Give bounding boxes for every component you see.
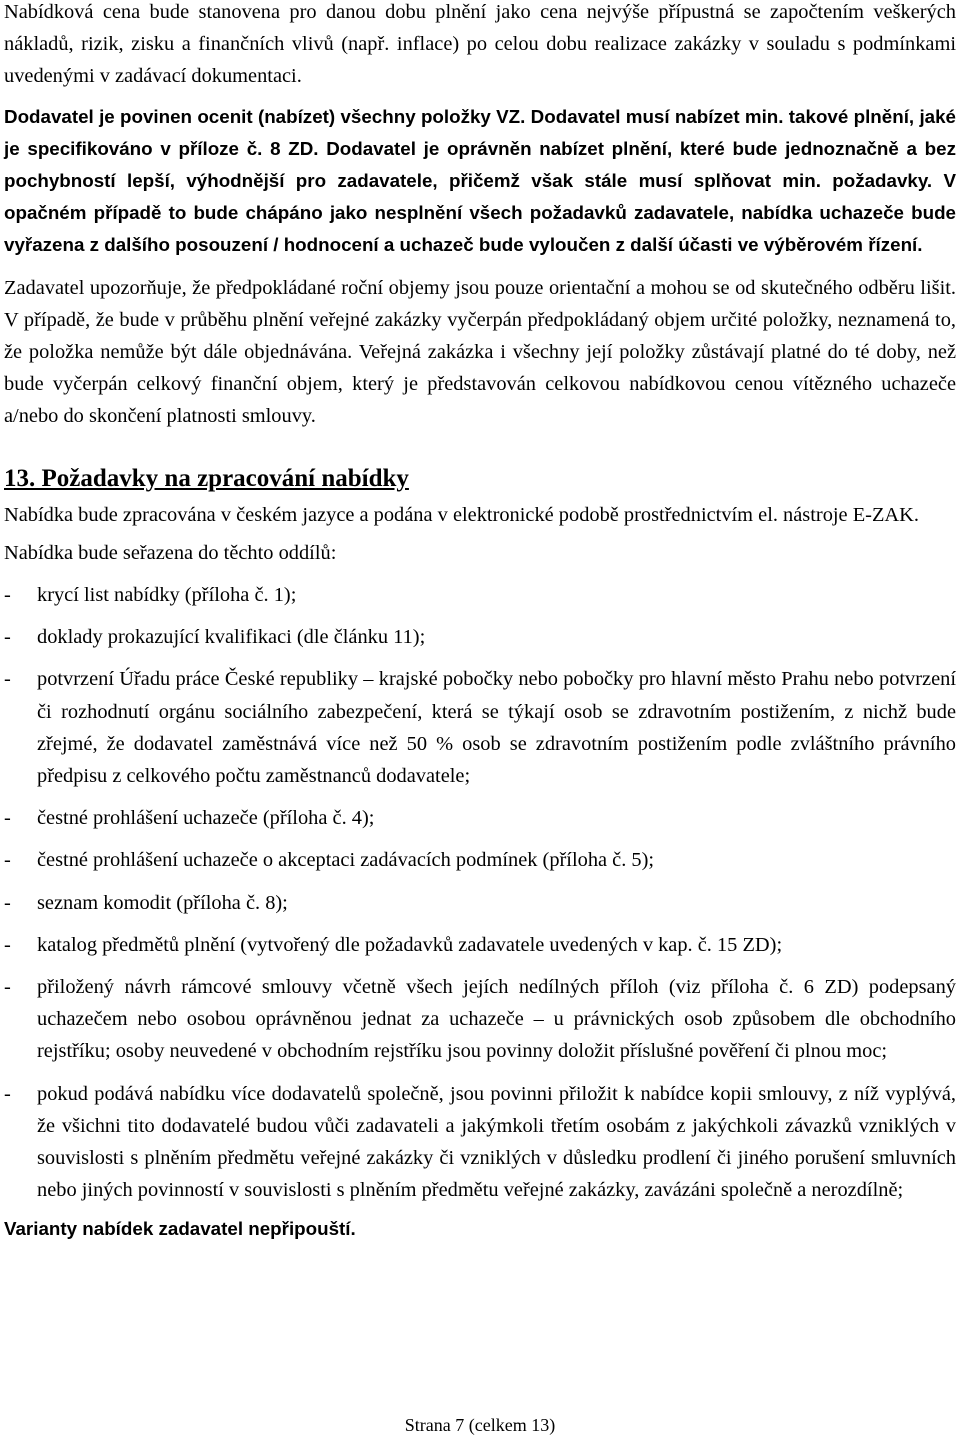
list-dash: - bbox=[4, 807, 11, 830]
document-page bbox=[4, 0, 956, 1243]
order-intro: Nabídka bude seřazena do těchto oddílů: bbox=[4, 541, 337, 564]
list-dash: - bbox=[4, 668, 11, 691]
list-item bbox=[4, 621, 956, 653]
list-item-text: katalog předmětů plnění (vytvořený dle požadavků zadavatele uvedených v kap. č. 15 ZD); bbox=[37, 933, 783, 956]
sections-list bbox=[4, 579, 956, 1206]
list-item bbox=[4, 929, 956, 961]
list-item-text: pokud podává nabídku více dodavatelů společně, jsou povinni přiložit k nabídce kopii smlouvy, z níž vyplývá, že všichni tito dodavatelé budou vůči zadavateli a jakýmkoli třetím osobám z jakýchkoli závazků vzniklých v souvislosti s plněním předmětu veřejné zakázky či vzniklých v důsledku prodlení či jiného porušení smluvních nebo jiných povinností v souvislosti s plněním předmětu veřejné zakázky, zavázáni společně a nerozdílně; bbox=[37, 1082, 956, 1202]
list-item bbox=[4, 971, 956, 1068]
list-dash: - bbox=[4, 849, 11, 872]
list-dash: - bbox=[4, 1082, 11, 1105]
list-item-text: doklady prokazující kvalifikaci (dle článku 11); bbox=[37, 626, 426, 649]
list-item bbox=[4, 887, 956, 919]
list-dash: - bbox=[4, 976, 11, 999]
list-item-text: krycí list nabídky (příloha č. 1); bbox=[37, 584, 297, 607]
list-item-text: přiložený návrh rámcové smlouvy včetně všech jejích nedílných příloh (viz příloha č. 6 ZD) podepsaný uchazečem nebo osobou oprávněnou jednat za uchazeče – u právnických osob způsobem dle obchodního rejstříku; osoby neuvedené v obchodním rejstříku jsou povinny doložit příslušné pověření či plnou moc; bbox=[37, 976, 956, 1063]
list-item-text: čestné prohlášení uchazeče o akceptaci zadávacích podmínek (příloha č. 5); bbox=[37, 849, 655, 872]
obligation-paragraph: Dodavatel je povinen ocenit (nabízet) všechny položky VZ. Dodavatel musí nabízet min. takové plnění, jaké je specifikováno v příloze č. 8 ZD. Dodavatel je oprávněn nabízet plnění, které bude jednoznačně a bez pochybností lepší, výhodnější pro zadavatele, přičemž však stále musí splňovat min. požadavky. V opačném případě to bude chápáno jako nesplnění všech požadavků zadavatele, nabídka uchazeče bude vyřazena z dalšího posouzení / hodnocení a uchazeč bude vyloučen z další účasti ve výběrovém řízení. bbox=[4, 105, 956, 256]
list-dash: - bbox=[4, 891, 11, 914]
list-item-text: seznam komodit (příloha č. 8); bbox=[37, 891, 288, 914]
list-dash: - bbox=[4, 933, 11, 956]
volumes-paragraph: Zadavatel upozorňuje, že předpokládané roční objemy jsou pouze orientační a mohou se od skutečného odběru lišit. V případě, že bude v průběhu plnění veřejné zakázky vyčerpán předpokládaný objem určité položky, neznamená to, že položka nemůže být dále objednávána. Veřejná zakázka i všechny její položky zůstávají platné do té doby, než bude vyčerpán celkový finanční objem, který je představován celkovou nabídkovou cenou vítězného uchazeče a/nebo do skončení platnosti smlouvy. bbox=[4, 276, 956, 428]
list-item bbox=[4, 1078, 956, 1207]
list-item bbox=[4, 663, 956, 792]
list-dash: - bbox=[4, 584, 11, 607]
price-paragraph: Nabídková cena bude stanovena pro danou dobu plnění jako cena nejvýše přípustná se započtením veškerých nákladů, rizik, zisku a finančních vlivů (např. inflace) po celou dobu realizace zakázky v souladu s podmínkami uvedenými v zadávací dokumentaci. bbox=[4, 1, 956, 88]
section-heading: 13. Požadavky na zpracování nabídky bbox=[4, 464, 409, 492]
page-footer: Strana 7 (celkem 13) bbox=[404, 1415, 556, 1435]
list-item bbox=[4, 579, 956, 611]
list-item-text: potvrzení Úřadu práce České republiky – krajské pobočky nebo pobočky pro hlavní město Prahu nebo potvrzení či rozhodnutí orgánu sociálního zabezpečení, která se týkají osob se zdravotním postižením, z nichž bude zřejmé, že dodavatel zaměstnává více než 50 % osob se zdravotním postižením podle zvláštního právního předpisu z celkového počtu zaměstnanců dodavatele; bbox=[37, 668, 956, 788]
list-item bbox=[4, 844, 956, 876]
list-item-text: čestné prohlášení uchazeče (příloha č. 4); bbox=[37, 807, 375, 830]
list-dash: - bbox=[4, 626, 11, 649]
section-intro: Nabídka bude zpracována v českém jazyce a podána v elektronické podobě prostřednictvím el. nástroje E-ZAK. bbox=[4, 503, 919, 526]
variants-statement: Varianty nabídek zadavatel nepřipouští. bbox=[4, 1217, 356, 1239]
list-item bbox=[4, 802, 956, 834]
